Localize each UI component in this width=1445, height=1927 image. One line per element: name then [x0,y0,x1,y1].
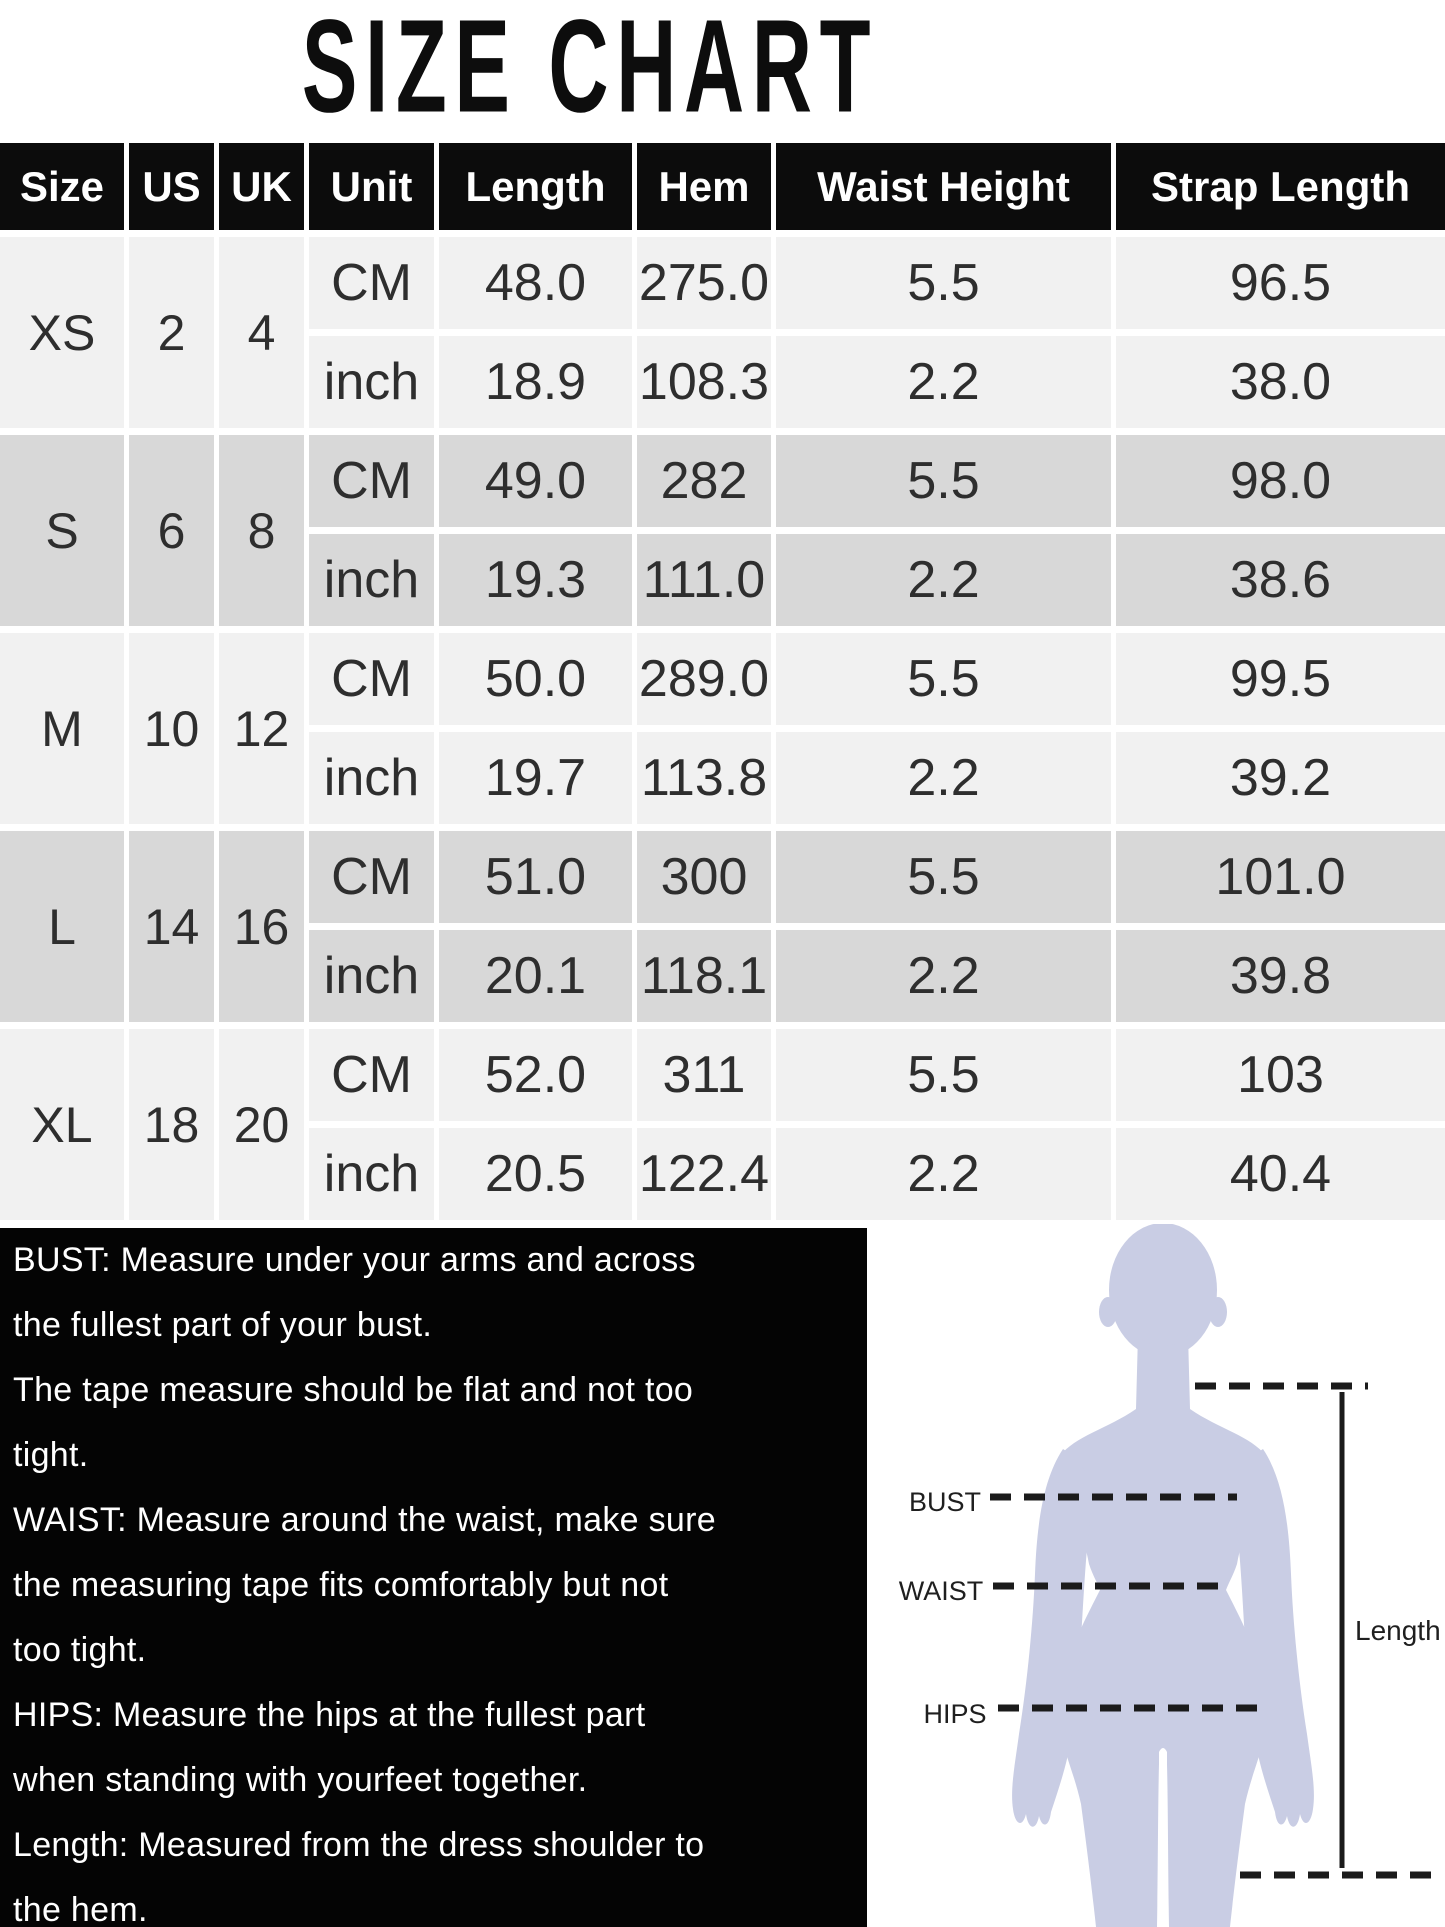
instruction-line: when standing with yourfeet together. [13,1761,588,1799]
measurement-cell: 19.3 [439,534,632,626]
size-group-label: L [0,831,124,1022]
measurement-cell: 39.2 [1116,732,1445,824]
instruction-line: the fullest part of your bust. [13,1306,433,1344]
measurement-cell: 103 [1116,1029,1445,1121]
measurement-cell: 101.0 [1116,831,1445,923]
us-size-cell: 6 [129,435,214,626]
measurement-cell: 118.1 [637,930,771,1022]
instruction-line: The tape measure should be flat and not too [13,1371,694,1409]
column-header-us: US [129,143,214,230]
column-header-length: Length [439,143,632,230]
page-title: SIZE CHART [301,0,879,140]
uk-size-cell: 8 [219,435,304,626]
us-size-cell: 14 [129,831,214,1022]
column-header-uk: UK [219,143,304,230]
us-size-cell: 18 [129,1029,214,1220]
size-group-label: S [0,435,124,626]
measurement-cell: 51.0 [439,831,632,923]
length-label: Length [1355,1615,1441,1646]
measurement-cell: 5.5 [776,633,1111,725]
measurement-cell: 275.0 [637,237,771,329]
measurement-cell: 108.3 [637,336,771,428]
measurement-cell: 5.5 [776,831,1111,923]
column-header-size: Size [0,143,124,230]
us-size-cell: 10 [129,633,214,824]
measurement-cell: 52.0 [439,1029,632,1121]
measuring-instructions-panel [0,1228,867,1927]
measurement-cell: 19.7 [439,732,632,824]
column-header-strap-length: Strap Length [1116,143,1445,230]
unit-cell: inch [309,930,434,1022]
measurement-cell: 20.5 [439,1128,632,1220]
unit-cell: CM [309,633,434,725]
measurement-cell: 113.8 [637,732,771,824]
unit-cell: inch [309,534,434,626]
instruction-line: HIPS: Measure the hips at the fullest part [13,1696,646,1734]
unit-cell: inch [309,1128,434,1220]
hips-label: HIPS [923,1699,987,1729]
measurement-cell: 39.8 [1116,930,1445,1022]
measurement-cell: 38.6 [1116,534,1445,626]
measurement-cell: 98.0 [1116,435,1445,527]
uk-size-cell: 16 [219,831,304,1022]
measurement-cell: 50.0 [439,633,632,725]
measurement-cell: 2.2 [776,1128,1111,1220]
column-header-hem: Hem [637,143,771,230]
bust-label: BUST [908,1487,982,1517]
measurement-cell: 2.2 [776,732,1111,824]
measurement-cell: 38.0 [1116,336,1445,428]
unit-cell: CM [309,237,434,329]
measurement-cell: 122.4 [637,1128,771,1220]
measurement-cell: 2.2 [776,930,1111,1022]
instruction-line: WAIST: Measure around the waist, make sure [13,1501,716,1539]
unit-cell: CM [309,831,434,923]
instruction-line: the measuring tape fits comfortably but not [13,1566,669,1604]
measurement-cell: 49.0 [439,435,632,527]
measurement-cell: 111.0 [637,534,771,626]
unit-cell: inch [309,336,434,428]
waist-label: WAIST [898,1576,984,1606]
instruction-line: BUST: Measure under your arms and across [13,1241,696,1279]
measurement-cell: 20.1 [439,930,632,1022]
us-size-cell: 2 [129,237,214,428]
column-header-waist-height: Waist Height [776,143,1111,230]
measurement-cell: 99.5 [1116,633,1445,725]
measurement-cell: 96.5 [1116,237,1445,329]
measurement-cell: 2.2 [776,534,1111,626]
size-group-label: XS [0,237,124,428]
size-group-label: M [0,633,124,824]
measurement-cell: 5.5 [776,237,1111,329]
measurement-cell: 5.5 [776,1029,1111,1121]
measurement-cell: 18.9 [439,336,632,428]
instruction-line: Length: Measured from the dress shoulder to [13,1826,705,1864]
instruction-line: too tight. [13,1631,147,1669]
instruction-line: tight. [13,1436,89,1474]
unit-cell: CM [309,1029,434,1121]
measurement-cell: 40.4 [1116,1128,1445,1220]
female-silhouette-figure [1012,1224,1314,1927]
measurement-cell: 5.5 [776,435,1111,527]
measurement-cell: 48.0 [439,237,632,329]
uk-size-cell: 20 [219,1029,304,1220]
measurement-cell: 300 [637,831,771,923]
unit-cell: CM [309,435,434,527]
size-group-label: XL [0,1029,124,1220]
measurement-cell: 2.2 [776,336,1111,428]
body-measurement-diagram [867,1224,1445,1927]
uk-size-cell: 4 [219,237,304,428]
instruction-line: the hem. [13,1891,148,1927]
measurement-cell: 282 [637,435,771,527]
unit-cell: inch [309,732,434,824]
uk-size-cell: 12 [219,633,304,824]
column-header-unit: Unit [309,143,434,230]
measurement-cell: 289.0 [637,633,771,725]
size-table [0,143,1445,1220]
measurement-cell: 311 [637,1029,771,1121]
